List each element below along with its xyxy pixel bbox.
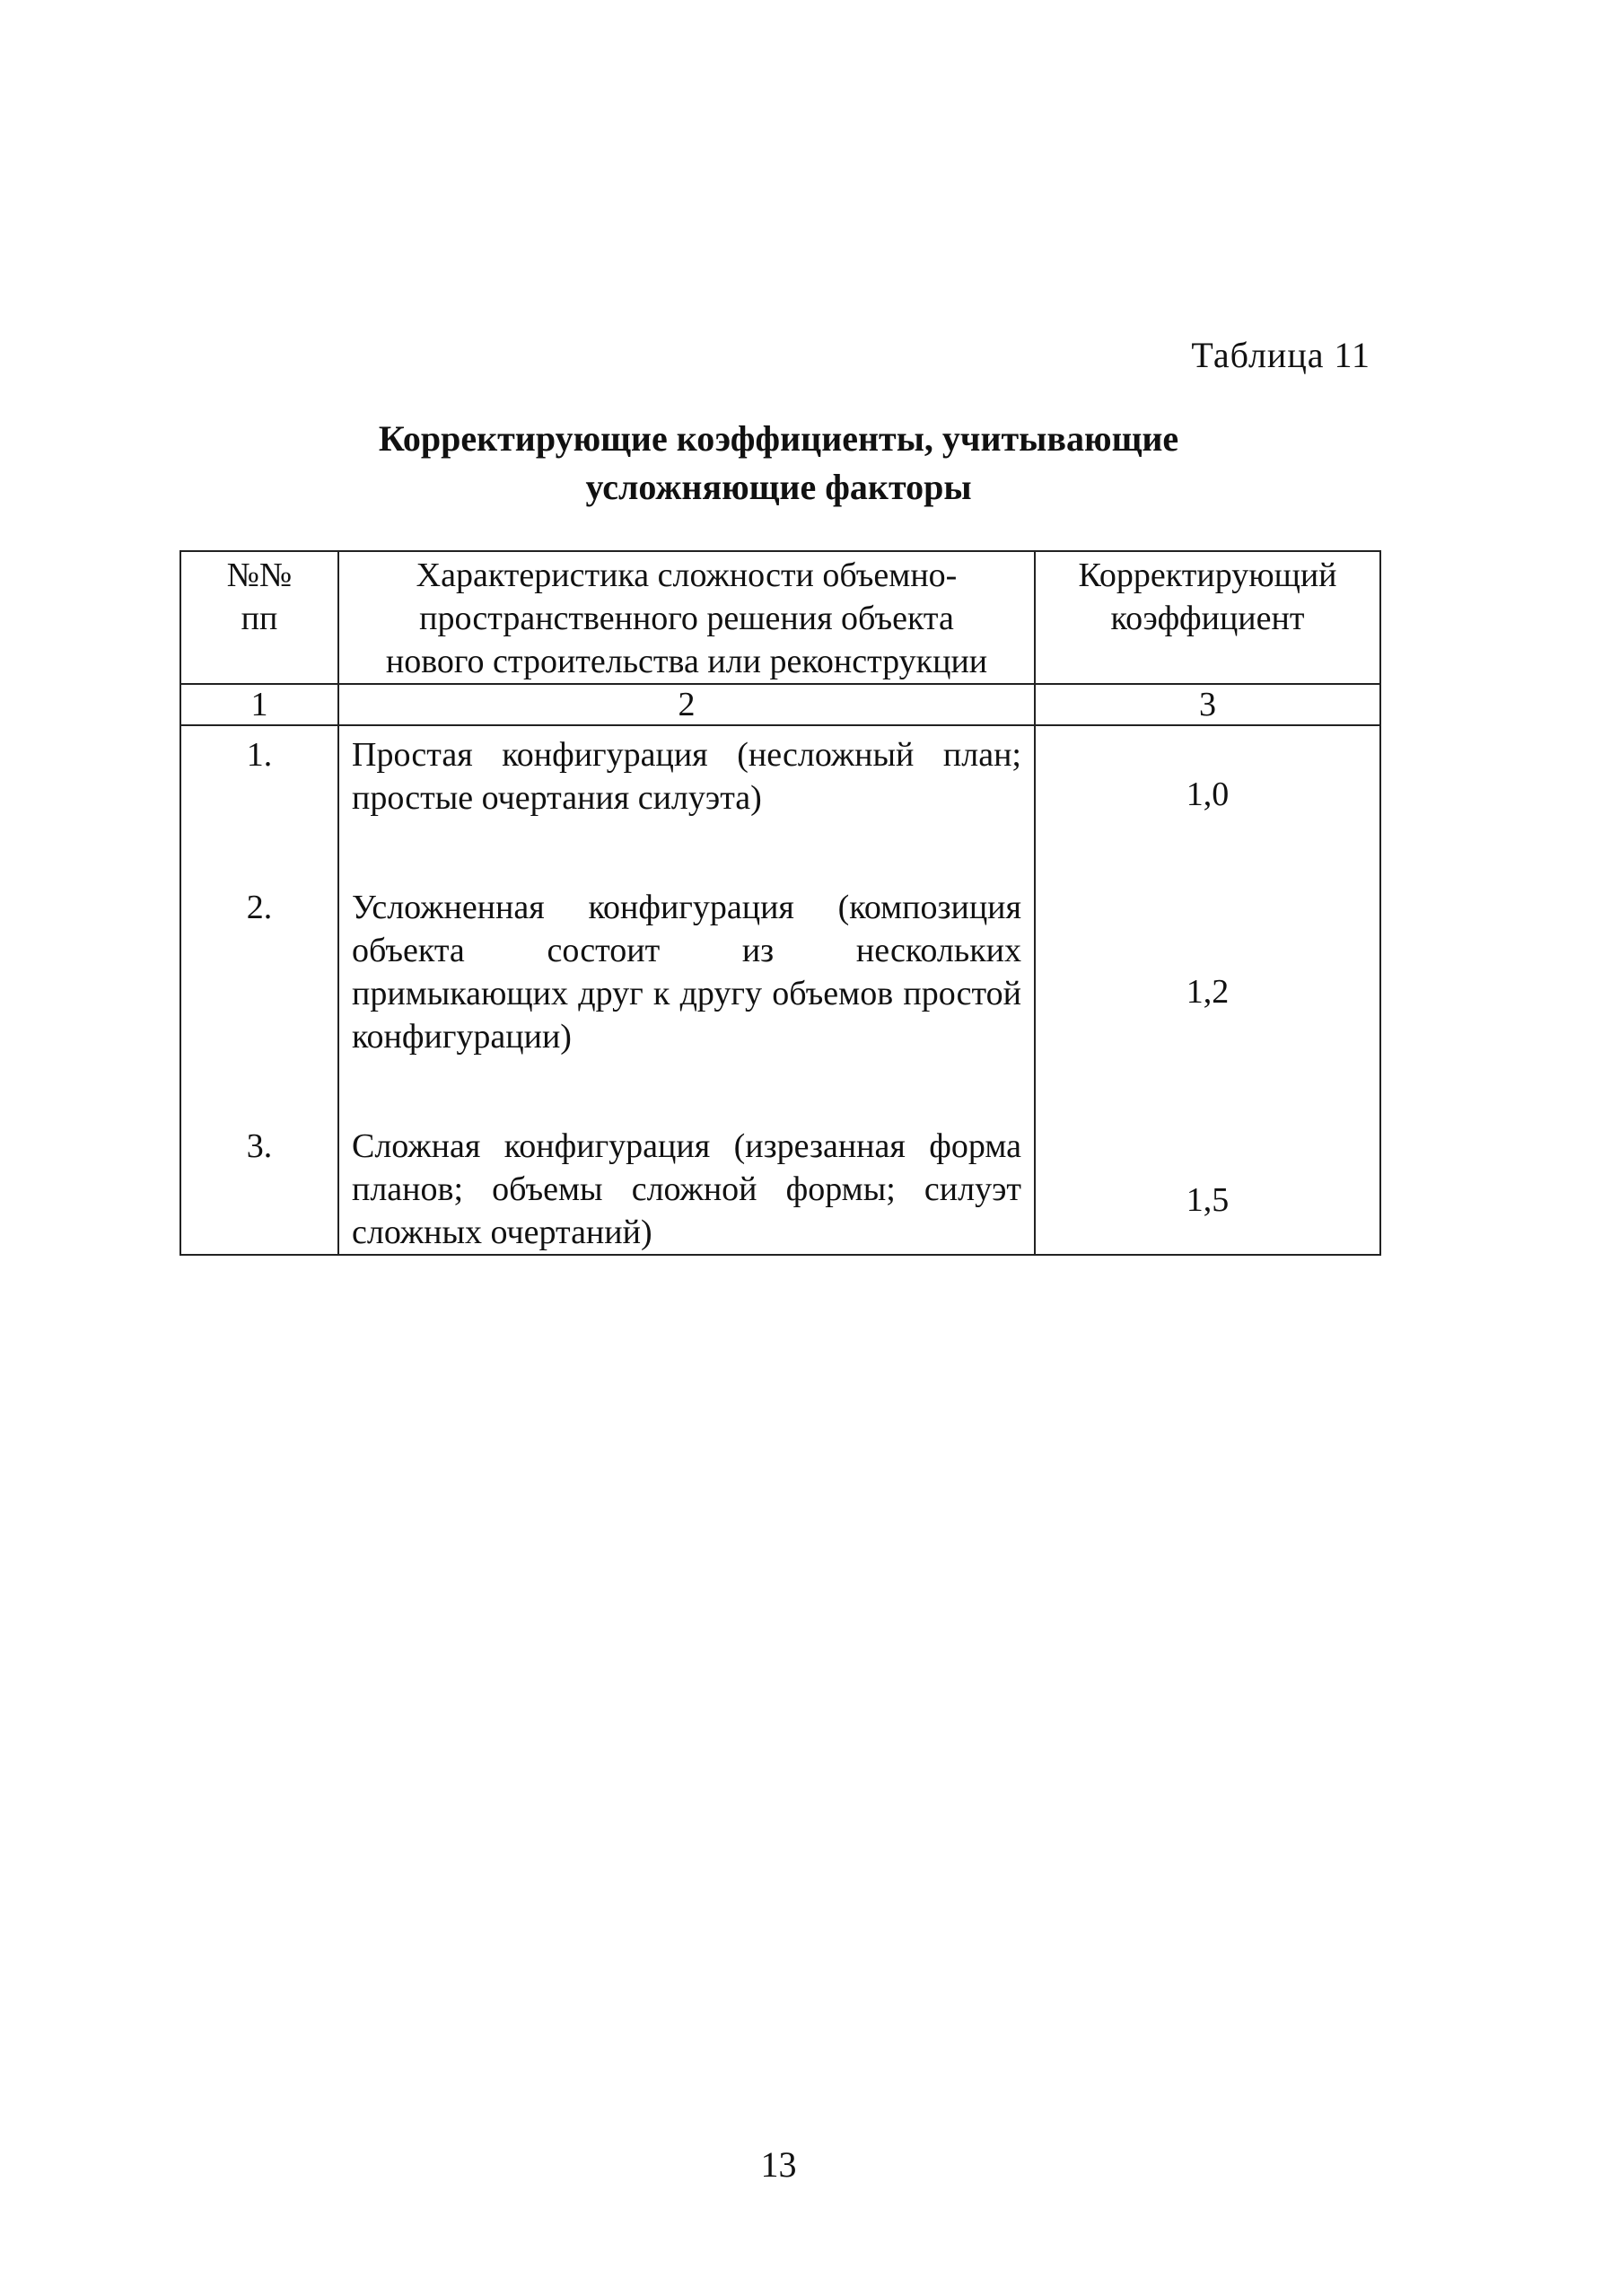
column-number-1: 1 (180, 684, 338, 725)
table-row (180, 879, 1380, 1058)
header-number-line-1: №№ (226, 556, 293, 594)
table-title-line-1: Корректирующие коэффициенты, учитывающие (378, 418, 1179, 459)
header-coefficient-line-2: коэффициент (1110, 600, 1305, 637)
header-characteristic (338, 551, 1035, 684)
spacer-cell (338, 1058, 1035, 1117)
row-number: 3. (180, 1117, 338, 1255)
row-coefficient: 1,2 (1035, 879, 1380, 1058)
header-coefficient-line-1: Корректирующий (1078, 556, 1337, 594)
table-title (0, 415, 1557, 512)
table-row (180, 1117, 1380, 1255)
column-number-3: 3 (1035, 684, 1380, 725)
row-description: Усложненная конфигурация (композиция объекта состоит из нескольких примыкающих друг к другу объемов простой конфигурации) (338, 879, 1035, 1058)
header-number-line-2: пп (241, 600, 278, 637)
row-coefficient: 1,5 (1035, 1117, 1380, 1255)
coefficients-table (179, 550, 1381, 1256)
header-coefficient (1035, 551, 1380, 684)
spacer-cell (1035, 1058, 1380, 1117)
row-description: Сложная конфигурация (изрезанная форма планов; объемы сложной формы; силуэт сложных очертаний) (338, 1117, 1035, 1255)
header-number (180, 551, 338, 684)
row-description: Простая конфигурация (несложный план; простые очертания силуэта) (338, 725, 1035, 819)
page-number: 13 (760, 2144, 797, 2185)
row-number: 1. (180, 725, 338, 819)
table-title-line-2: усложняющие факторы (585, 467, 972, 507)
spacer-cell (1035, 819, 1380, 879)
row-number: 2. (180, 879, 338, 1058)
table-header-row (180, 551, 1380, 684)
column-number-2: 2 (338, 684, 1035, 725)
table-label: Таблица 11 (1191, 335, 1370, 375)
spacer-cell (180, 1058, 338, 1117)
spacer-cell (338, 819, 1035, 879)
table-row (180, 725, 1380, 819)
column-number-row (180, 684, 1380, 725)
row-spacer (180, 1058, 1380, 1117)
header-characteristic-line-1: Характеристика сложности объемно- (416, 556, 958, 594)
row-coefficient: 1,0 (1035, 725, 1380, 819)
row-spacer (180, 819, 1380, 879)
header-characteristic-line-2: пространственного решения объекта (419, 600, 954, 637)
spacer-cell (180, 819, 338, 879)
header-characteristic-line-3: нового строительства или реконструкции (385, 643, 988, 680)
